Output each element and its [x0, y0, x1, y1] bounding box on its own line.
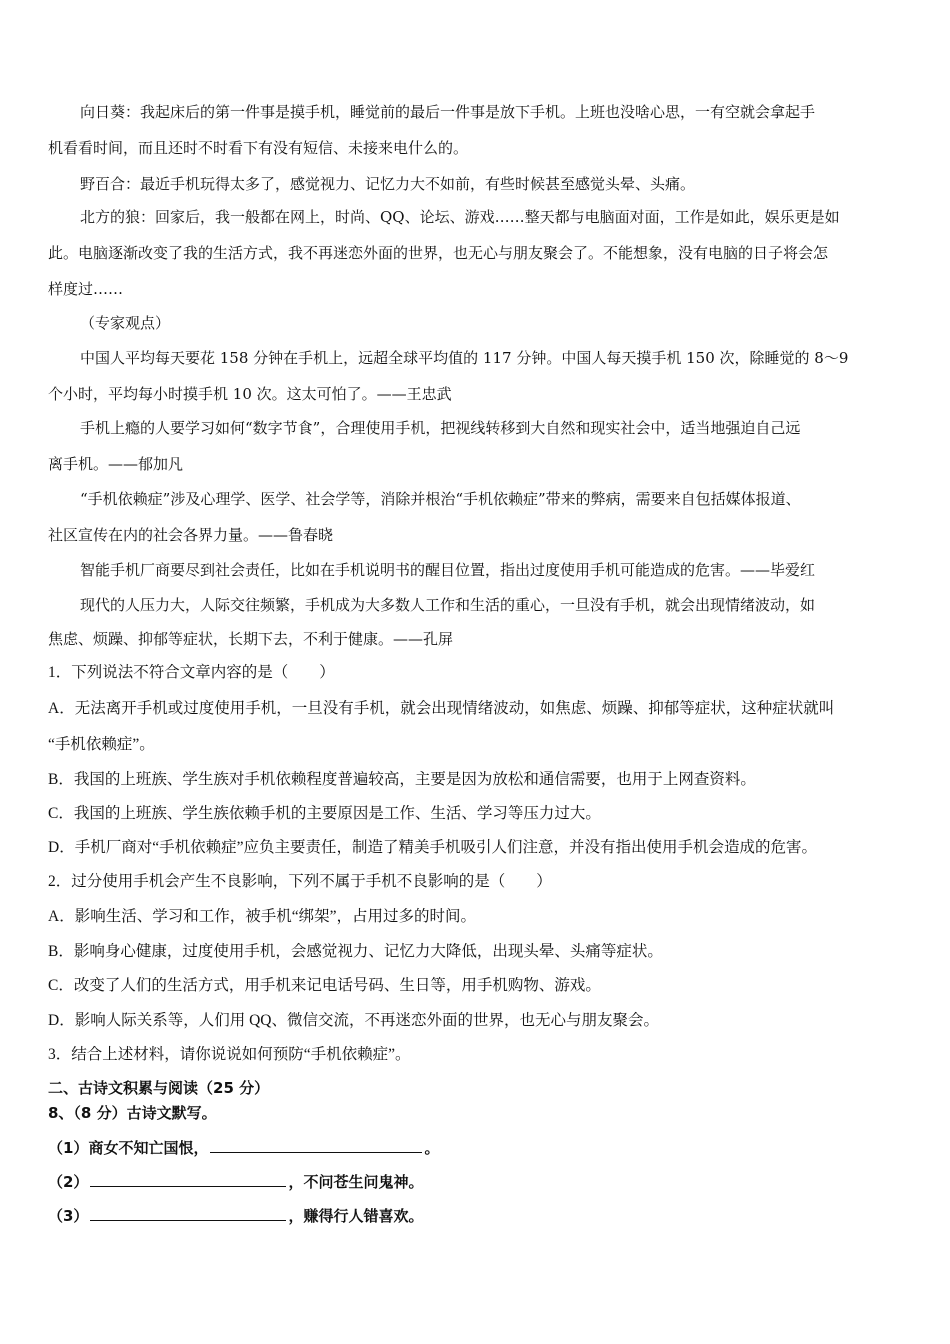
expert-yu-line1: 手机上瘾的人要学习如何“数字节食”，合理使用手机，把视线转移到大自然和现实社会中，适当地强迫自己远: [80, 419, 801, 437]
passage-wolf-line3: 样度过……: [48, 280, 124, 298]
passage-wolf-line2: 此。电脑逐渐改变了我的生活方式，我不再迷恋外面的世界，也无心与朋友聚会了。不能想象，没有电脑的日子将会怎: [48, 244, 829, 262]
expert-yu-line2: 离手机。——郁加凡: [48, 455, 184, 473]
expert-title: （专家观点）: [80, 314, 171, 332]
fill-blank-1: [48, 1136, 439, 1160]
question-1-option-a-line1: A．无法离开手机或过度使用手机，一旦没有手机，就会出现情绪波动，如焦虑、烦躁、抑郁等症状，这种症状就叫: [48, 700, 835, 717]
fill-blank-2-line[interactable]: [90, 1170, 286, 1187]
question-1-option-a-line2: “手机依赖症”。: [48, 736, 155, 753]
fill-blank-3: [48, 1204, 423, 1228]
expert-kong-line1: 现代的人压力大，人际交往频繁，手机成为大多数人工作和生活的重心，一旦没有手机，就会出现情绪波动，如: [80, 596, 816, 614]
passage-sunflower-line2: 机看看时间，而且还时不时看下有没有短信、未接来电什么的。: [48, 139, 469, 157]
expert-kong-line2: 焦虑、烦躁、抑郁等症状，长期下去，不利于健康。——孔屏: [48, 630, 454, 648]
fill-blank-1-line[interactable]: [210, 1136, 422, 1153]
question-2: 2．过分使用手机会产生不良影响，下列不属于手机不良影响的是（ ）: [48, 873, 552, 890]
fill-blank-3-number: （3）: [48, 1207, 89, 1225]
fill-blank-2-number: （2）: [48, 1173, 89, 1191]
section-2-heading: 二、古诗文积累与阅读（25 分）: [48, 1079, 270, 1097]
expert-wang-line2: 个小时，平均每小时摸手机 10 次。这太可怕了。——王忠武: [48, 385, 452, 403]
question-2-option-d: D．影响人际关系等，人们用 QQ、微信交流，不再迷恋外面的世界，也无心与朋友聚会。: [48, 1012, 659, 1029]
fill-blank-3-line[interactable]: [90, 1204, 286, 1221]
fill-blank-3-text: ，赚得行人错喜欢。: [288, 1207, 424, 1225]
question-2-option-a: A．影响生活、学习和工作，被手机“绑架”，占用过多的时间。: [48, 908, 476, 925]
question-2-option-b: B．影响身心健康，过度使用手机，会感觉视力、记忆力大降低，出现头晕、头痛等症状。: [48, 943, 663, 960]
passage-lily: 野百合：最近手机玩得太多了，感觉视力、记忆力大不如前，有些时候甚至感觉头晕、头痛。: [80, 175, 696, 193]
expert-bi: 智能手机厂商要尽到社会责任，比如在手机说明书的醒目位置，指出过度使用手机可能造成的危害。——毕爱红: [80, 561, 816, 579]
question-1-option-d: D．手机厂商对“手机依赖症”应负主要责任，制造了精美手机吸引人们注意，并没有指出使用手机会造成的危害。: [48, 839, 817, 856]
fill-blank-1-number: （1）: [48, 1139, 89, 1157]
fill-blank-2-text: ，不问苍生问鬼神。: [288, 1173, 424, 1191]
question-2-option-c: C．改变了人们的生活方式，用手机来记电话号码、生日等，用手机购物、游戏。: [48, 977, 601, 994]
expert-wang-line1: 中国人平均每天要花 158 分钟在手机上，远超全球平均值的 117 分钟。中国人每天摸手机 150 次，除睡觉的 8～9: [80, 349, 849, 367]
passage-sunflower-line1: 向日葵：我起床后的第一件事是摸手机，睡觉前的最后一件事是放下手机。上班也没啥心思，一有空就会拿起手: [80, 103, 816, 121]
question-1-option-c: C．我国的上班族、学生族依赖手机的主要原因是工作、生活、学习等压力过大。: [48, 805, 601, 822]
question-1-option-b: B．我国的上班族、学生族对手机依赖程度普遍较高，主要是因为放松和通信需要，也用于上网查资料。: [48, 771, 756, 788]
fill-blank-1-end: 。: [424, 1139, 440, 1157]
fill-blank-1-text: 商女不知亡国恨，: [88, 1139, 209, 1157]
question-1: 1．下列说法不符合文章内容的是（ ）: [48, 664, 335, 681]
passage-wolf-line1: 北方的狼：回家后，我一般都在网上，时尚、QQ、论坛、游戏……整天都与电脑面对面，工作是如此，娱乐更是如: [80, 208, 840, 226]
fill-blank-2: [48, 1170, 423, 1194]
expert-lu-line1: “手机依赖症”涉及心理学、医学、社会学等，消除并根治“手机依赖症”带来的弊病，需要来自包括媒体报道、: [80, 490, 801, 508]
question-8: 8、（8 分）古诗文默写。: [48, 1104, 217, 1122]
expert-lu-line2: 社区宣传在内的社会各界力量。——鲁春晓: [48, 526, 334, 544]
question-3: 3．结合上述材料，请你说说如何预防“手机依赖症”。: [48, 1046, 411, 1063]
